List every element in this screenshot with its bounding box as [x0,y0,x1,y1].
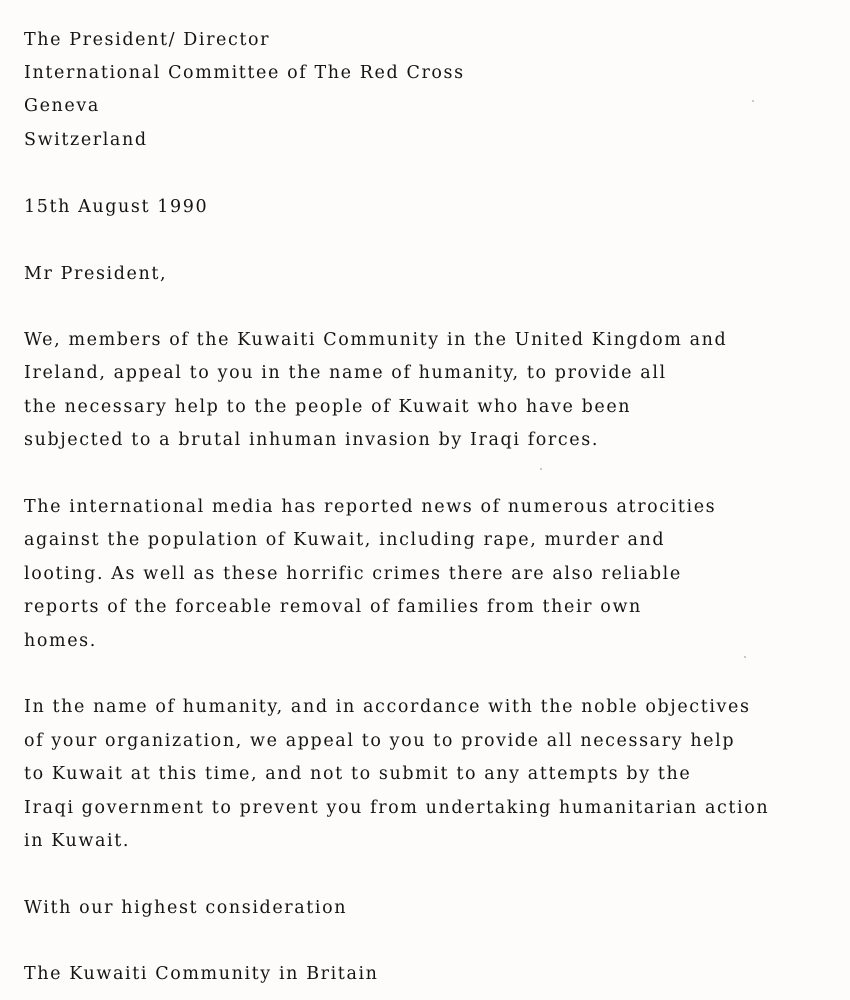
paragraph-1-line: We, members of the Kuwaiti Community in the United Kingdom and [24,330,728,350]
signature-line: The Kuwaiti Community in Britain [24,964,379,984]
paragraph-1-line: Ireland, appeal to you in the name of humanity, to provide all [24,363,667,383]
paragraph-3-line: to Kuwait at this time, and not to submit to any attempts by the [24,764,692,784]
paragraph-2-line: homes. [24,631,97,651]
paragraph-2-line: against the population of Kuwait, including rape, murder and [24,530,666,550]
paper-speck [540,468,542,470]
recipient-title: The President/ Director [24,30,271,50]
paragraph-2-line: looting. As well as these horrific crimes there are also reliable [24,564,682,584]
paragraph-1-line: the necessary help to the people of Kuwait who have been [24,397,632,417]
recipient-organization: International Committee of The Red Cross [24,63,465,83]
paragraph-2-line: The international media has reported news of numerous atrocities [24,497,717,517]
letter-date: 15th August 1990 [24,197,209,217]
salutation: Mr President, [24,264,168,284]
paragraph-3-line: in Kuwait. [24,831,130,851]
recipient-country: Switzerland [24,130,148,150]
paragraph-1-line: subjected to a brutal inhuman invasion by Iraqi forces. [24,430,599,450]
paper-speck [744,656,746,658]
paper-speck [752,100,754,102]
closing-line: With our highest consideration [24,898,348,918]
paragraph-3-line: In the name of humanity, and in accordance with the noble objectives [24,697,751,717]
paragraph-3-line: of your organization, we appeal to you to provide all necessary help [24,731,736,751]
paragraph-3-line: Iraqi government to prevent you from undertaking humanitarian action [24,798,770,818]
recipient-city: Geneva [24,96,100,116]
paragraph-2-line: reports of the forceable removal of families from their own [24,597,642,617]
